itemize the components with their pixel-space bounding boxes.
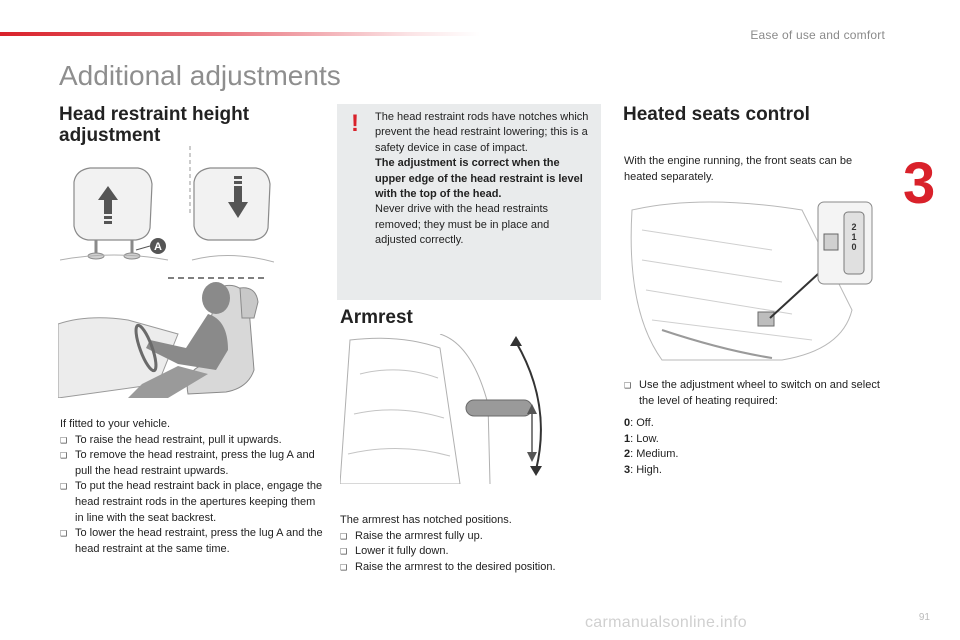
list-item: ❑ To put the head restraint back in place, engage the head restraint rods in the apertures keeping them in line with the seat backrest. — [60, 479, 324, 526]
head-restraint-list — [60, 433, 324, 558]
list-item: ❑ Lower it fully down. — [340, 544, 604, 560]
list-item: ❑ Raise the armrest fully up. — [340, 529, 604, 545]
heating-level-row: 2: Medium. — [624, 448, 679, 461]
heating-levels — [624, 416, 678, 478]
armrest-illustration — [340, 334, 560, 484]
heating-level-row: 0: Off. — [624, 417, 654, 429]
list-item: ❑ Use the adjustment wheel to switch on and select the level of heating required: — [624, 378, 890, 409]
head-restraint-heading — [59, 104, 249, 146]
head-restraint-instructions — [60, 417, 324, 557]
wheel-label-1: 1 — [851, 232, 857, 242]
heated-seats-instructions — [624, 378, 890, 409]
header-accent-bar — [0, 32, 480, 36]
warning-text-bold: The adjustment is correct when the upper edge of the head restraint is level with the top of the head. — [375, 157, 583, 201]
lug-a-label: A — [154, 241, 162, 253]
watermark: carmanualsonline.info — [585, 614, 747, 631]
heating-level-row: 1: Low. — [624, 432, 659, 445]
list-item: ❑ To lower the head restraint, press the lug A and the head restraint at the same time. — [60, 526, 324, 557]
heated-seats-intro: With the engine running, the front seats can be heated separately. — [624, 155, 853, 183]
driver-seat-illustration — [58, 274, 274, 398]
heated-seats-list — [624, 378, 890, 409]
section-name: Ease of use and comfort — [750, 28, 885, 42]
heated-seats-heading: Heated seats control — [623, 104, 810, 125]
list-item: ❑ To raise the head restraint, pull it upwards. — [60, 433, 324, 449]
warning-text — [375, 110, 593, 249]
page-title: Additional adjustments — [59, 60, 341, 91]
safety-warning-box — [337, 104, 601, 300]
warning-text-1: The head restraint rods have notches which prevent the head restraint lowering; this is a safety device in case of impact. — [375, 111, 589, 154]
heating-level-row: 3: High. — [624, 463, 662, 476]
wheel-label-2: 2 — [851, 222, 857, 232]
head-restraint-heading-line2: adjustment — [59, 125, 161, 146]
armrest-heading: Armrest — [340, 307, 413, 328]
exclamation-icon: ! — [351, 110, 359, 137]
wheel-label-0: 0 — [851, 242, 857, 252]
head-restraint-illustration — [60, 146, 274, 268]
seat-heater-icon — [824, 234, 838, 250]
armrest-list — [340, 529, 604, 576]
list-item: ❑ To remove the head restraint, press the lug A and pull the head restraint upwards. — [60, 448, 324, 479]
heated-seats-illustration — [622, 190, 882, 368]
page-number: 91 — [918, 612, 930, 623]
armrest-intro: The armrest has notched positions. — [340, 514, 512, 526]
warning-text-2: Never drive with the head restraints removed; they must be in place and adjusted correctly. — [375, 203, 550, 247]
chapter-number: 3 — [903, 151, 936, 216]
armrest-instructions — [340, 513, 604, 575]
list-item: ❑ Raise the armrest to the desired position. — [340, 560, 604, 576]
head-restraint-intro: If fitted to your vehicle. — [60, 418, 171, 430]
head-restraint-heading-line1: Head restraint height — [59, 104, 250, 125]
